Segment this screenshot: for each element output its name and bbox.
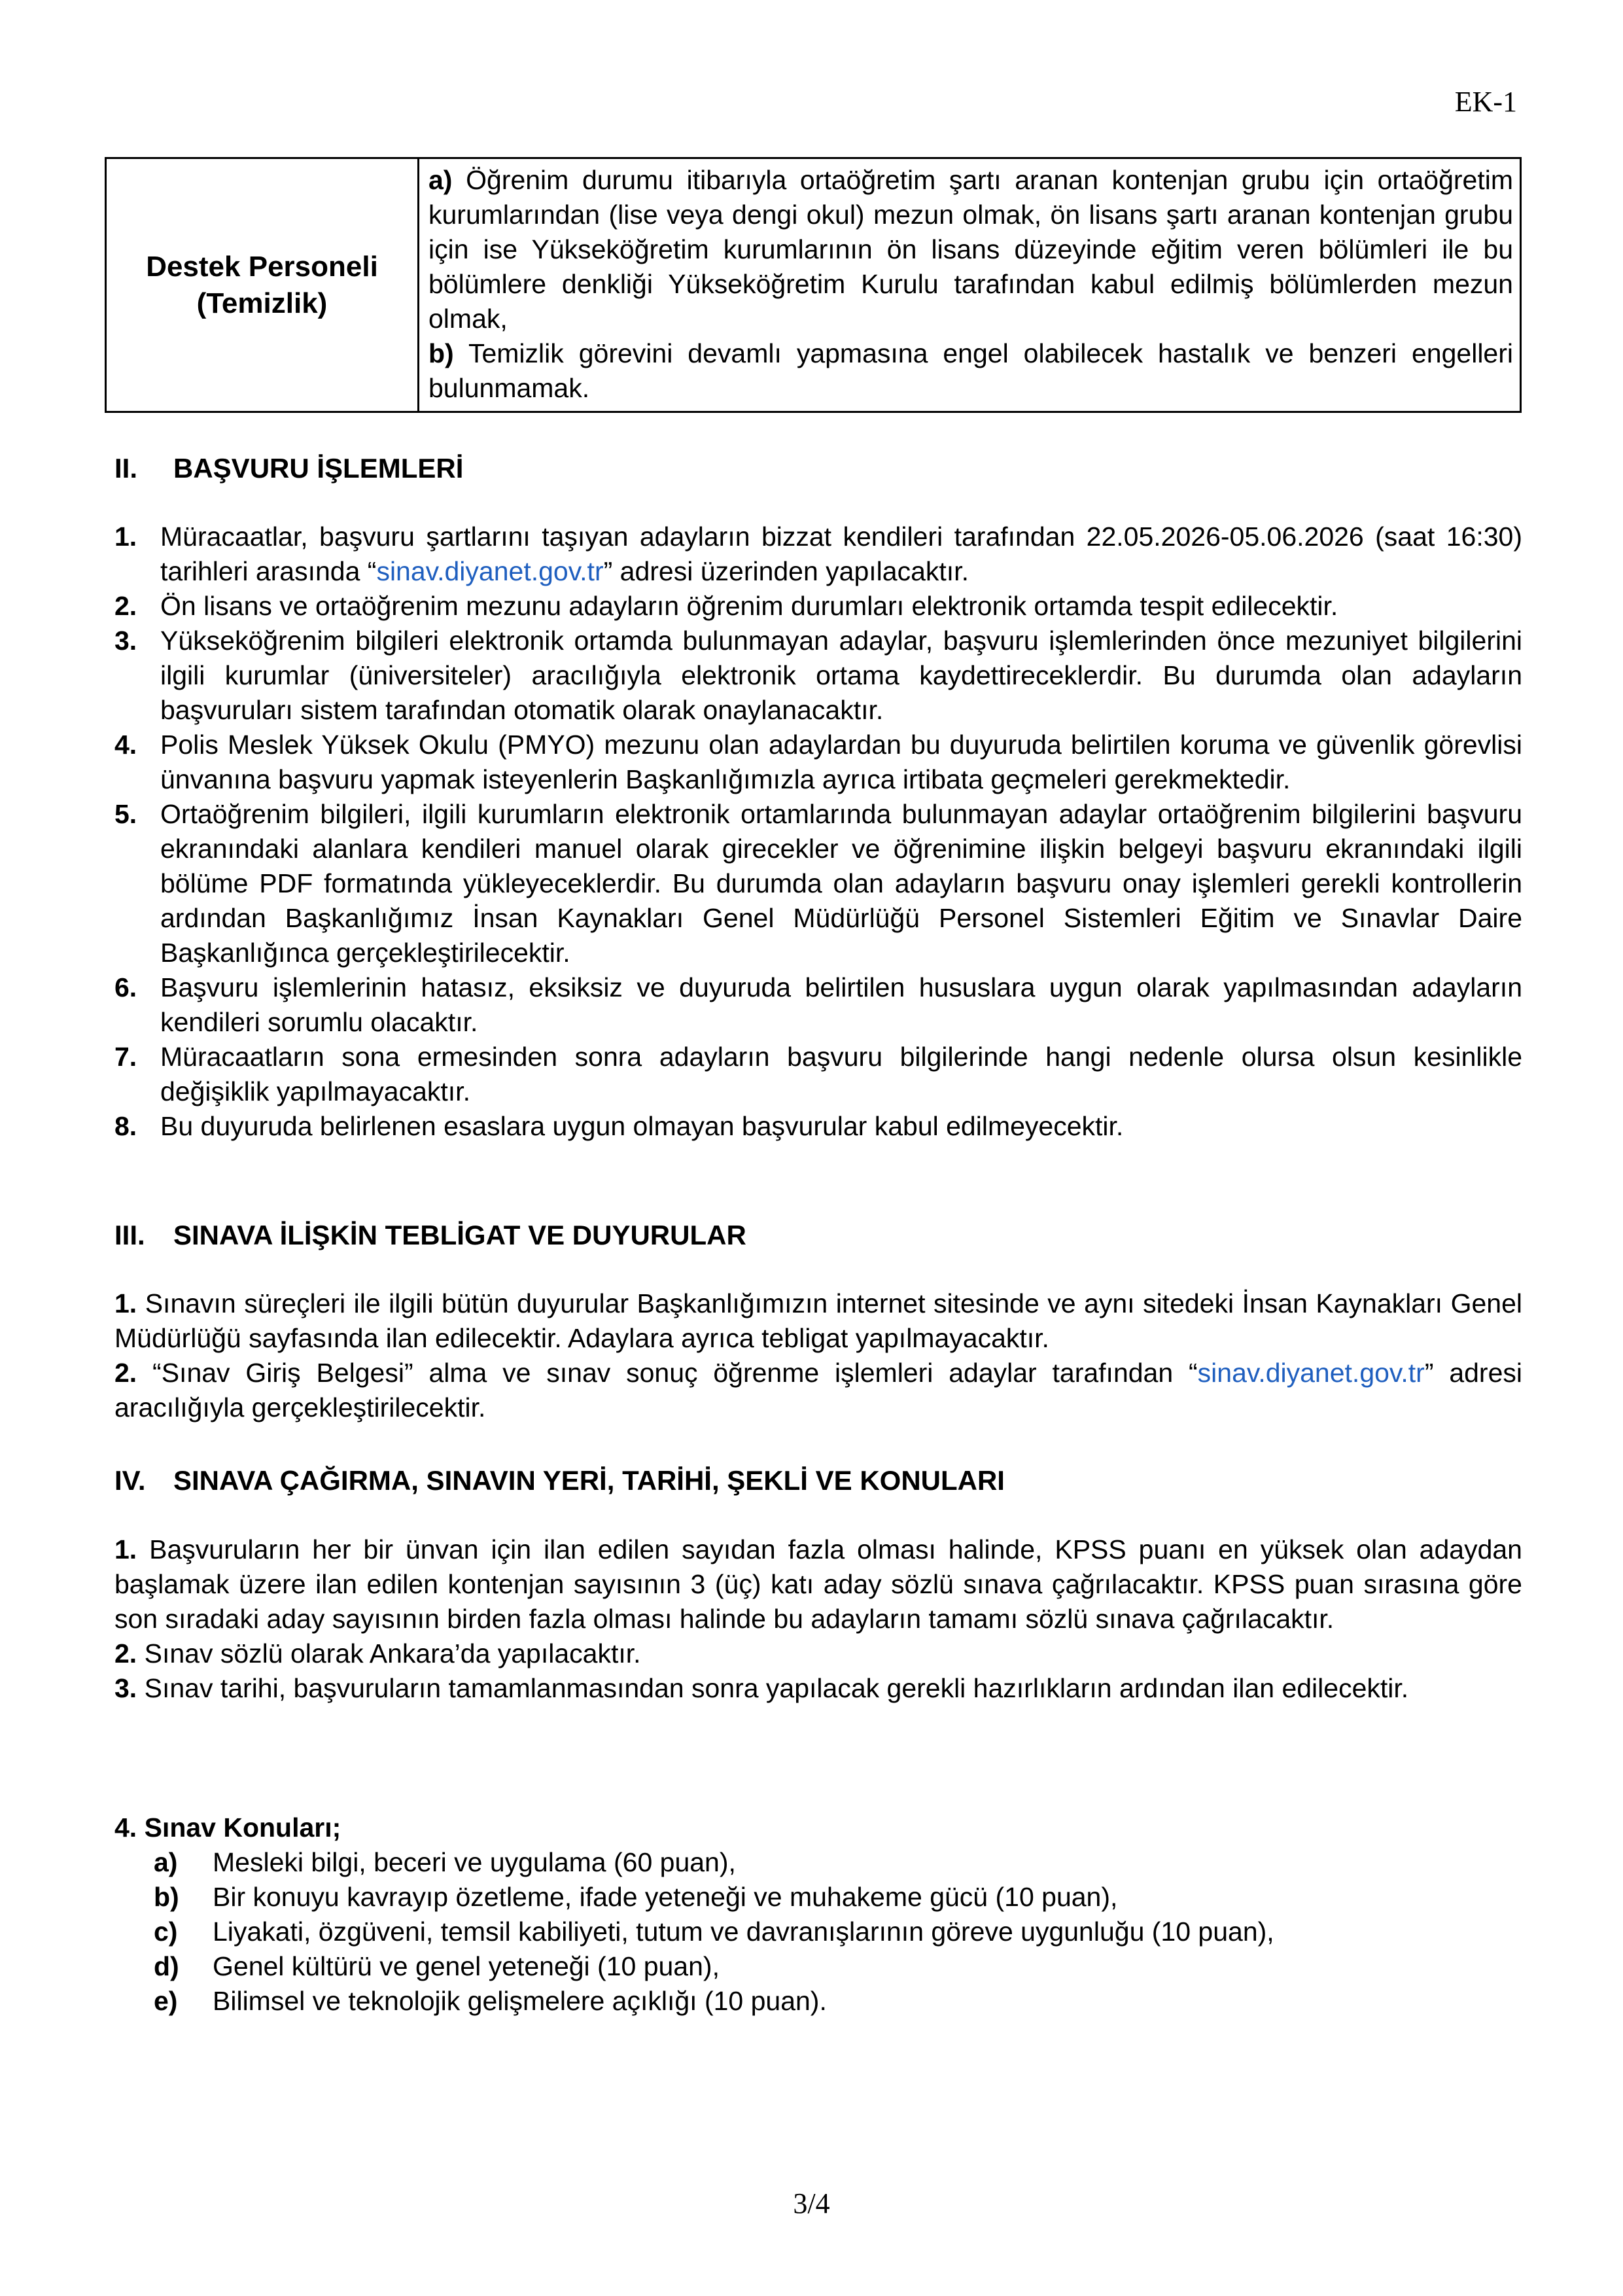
topic-text: Mesleki bilgi, beceri ve uygulama (60 puan), — [213, 1847, 736, 1877]
paragraph-number: 3. — [114, 1673, 137, 1703]
exam-link[interactable]: sinav.diyanet.gov.tr — [1197, 1358, 1425, 1388]
section-number: IV. — [114, 1465, 146, 1496]
section-title: BAŞVURU İŞLEMLERİ — [173, 453, 464, 484]
paragraph-number: 1. — [114, 1534, 137, 1564]
item-number: 8. — [114, 1111, 137, 1141]
item-text: Ortaöğrenim bilgileri, ilgili kurumların elektronik ortamlarında bulunmayan adaylar ortaöğrenim bilgilerini başvuru ekranındaki alanlara kendileri manuel olarak girecekler ve öğrenimine ilişkin belgeyi başvuru ekranındaki ilgili bölüme PDF formatında yükleyeceklerdir. Bu durumda olan adayların başvuru onay işlemleri gerekli kontrollerin ardından Başkanlığımız İnsan Kaynakları Genel Müdürlüğü Personel Sistemleri Eğitim ve Sınavlar Daire Başkanlığınca gerçekleştirilecektir. — [160, 799, 1522, 968]
requirements-cell — [419, 158, 1521, 412]
paragraph-text: “Sınav Giriş Belgesi” alma ve sınav sonuç öğrenme işlemleri adaylar tarafından “ — [152, 1358, 1198, 1388]
requirement-b-text: Temizlik görevini devamlı yapmasına engel olabilecek hastalık ve benzeri engelleri bulunmamak. — [428, 338, 1513, 403]
section-number: III. — [114, 1220, 145, 1250]
position-title: Destek Personeli (Temizlik) — [146, 250, 378, 319]
topic-text: Bilimsel ve teknolojik gelişmelere açıklığı (10 puan). — [213, 1986, 827, 2016]
topic-item — [154, 1880, 1522, 1915]
paragraph — [114, 1356, 1522, 1425]
requirement-a-label: a) — [428, 165, 453, 195]
list-item — [114, 970, 1522, 1040]
item-number: 3. — [114, 626, 137, 656]
paragraph-number: 2. — [114, 1358, 137, 1388]
paragraph — [114, 1671, 1522, 1706]
section-heading-2 — [114, 451, 463, 486]
paragraph — [114, 1532, 1522, 1636]
section-title: SINAVA İLİŞKİN TEBLİGAT VE DUYURULAR — [173, 1220, 746, 1250]
topic-letter: a) — [154, 1847, 178, 1877]
item-text: Ön lisans ve ortaöğrenim mezunu adayların öğrenim durumları elektronik ortamda tespit edilecektir. — [160, 591, 1338, 621]
item-text: Müracaatların sona ermesinden sonra adayların başvuru bilgilerinde hangi nedenle olursa olsun kesinlikle değişiklik yapılmayacaktır. — [160, 1042, 1522, 1106]
item-text: Yükseköğrenim bilgileri elektronik ortamda bulunmayan adaylar, başvuru işlemlerinden önce mezuniyet bilgilerini ilgili kurumlar (üniversiteler) aracılığıyla elektronik ortama kaydettireceklerdir. Bu durumda olan adayların başvuruları sistem tarafından otomatik olarak onaylanacaktır. — [160, 626, 1522, 725]
section-title: SINAVA ÇAĞIRMA, SINAVIN YERİ, TARİHİ, ŞEKLİ VE KONULARI — [173, 1465, 1005, 1496]
paragraph — [114, 1286, 1522, 1356]
item-number: 7. — [114, 1042, 137, 1072]
list-item — [114, 728, 1522, 797]
paragraph-text: Başvuruların her bir ünvan için ilan edilen sayıdan fazla olması halinde, KPSS puanı en yüksek olan adaydan başlamak üzere ilan edilen kontenjan sayısının 3 (üç) katı aday sözlü sınava çağrılacaktır. KPSS puan sırasına göre son sıradaki aday sayısının birden fazla olması halinde bu adayların tamamı sözlü sınava çağrılacaktır. — [114, 1534, 1522, 1634]
item-text: Bu duyuruda belirlenen esaslara uygun olmayan başvurular kabul edilmeyecektir. — [160, 1111, 1124, 1141]
topic-item — [154, 1984, 1522, 2019]
paragraph — [114, 1636, 1522, 1671]
item-number: 2. — [114, 591, 137, 621]
topic-item — [154, 1949, 1522, 1984]
topic-text: Bir konuyu kavrayıp özetleme, ifade yeteneği ve muhakeme gücü (10 puan), — [213, 1882, 1118, 1912]
list-item — [114, 797, 1522, 970]
item-number: 4. — [114, 730, 137, 760]
paragraph-text: Sınav sözlü olarak Ankara’da yapılacaktır. — [144, 1638, 641, 1669]
item-text: Müracaatlar, başvuru şartlarını taşıyan adayların bizzat kendileri tarafından 22.05.2026-05.06.2026 (saat 16:30) tarihleri arasında “ — [160, 521, 1522, 586]
paragraph-number: 1. — [114, 1288, 137, 1318]
paragraph-number: 2. — [114, 1638, 137, 1669]
topic-letter: d) — [154, 1951, 179, 1981]
topic-item — [154, 1915, 1522, 1949]
item-number: 1. — [114, 521, 137, 552]
item-number: 6. — [114, 972, 137, 1002]
item-number: 5. — [114, 799, 137, 829]
topic-letter: e) — [154, 1986, 178, 2016]
topic-text: Liyakati, özgüveni, temsil kabiliyeti, tutum ve davranışlarının göreve uygunluğu (10 puan), — [213, 1916, 1274, 1947]
requirement-b-label: b) — [428, 338, 454, 368]
item-text: Başvuru işlemlerinin hatasız, eksiksiz ve duyuruda belirtilen hususlara uygun olarak yapılmasından adayların kendileri sorumlu olacaktır. — [160, 972, 1522, 1037]
topic-letter: c) — [154, 1916, 178, 1947]
topic-text: Genel kültürü ve genel yeteneği (10 puan), — [213, 1951, 720, 1981]
exam-topics — [114, 1810, 1522, 2019]
position-title-cell — [106, 158, 419, 412]
annex-label: EK-1 — [1454, 86, 1517, 118]
requirement-a-text: Öğrenim durumu itibarıyla ortaöğretim şartı aranan kontenjan grubu için ortaöğretim kurumlarından (lise veya dengi okul) mezun olmak, ön lisans şartı aranan kontenjan grubu için ise Yükseköğretim kurumlarının ön lisans düzeyinde eğitim veren bölümleri ile bu bölümlere denkliği Yükseköğretim Kurulu tarafından kabul edilmiş bölümlerden mezun olmak, — [428, 165, 1513, 334]
page-number: 3/4 — [793, 2187, 830, 2219]
exam-topics-title: 4. Sınav Konuları; — [114, 1812, 341, 1843]
exam-details-section — [114, 1532, 1522, 1706]
section-number: II. — [114, 453, 138, 484]
list-item — [114, 1040, 1522, 1109]
paragraph-text: ” adresi aracılığıyla gerçekleştirilecektir. — [114, 1358, 1522, 1422]
paragraph-text: Sınavın süreçleri ile ilgili bütün duyurular Başkanlığımızın internet sitesinde ve aynı sitedeki İnsan Kaynakları Genel Müdürlüğü sayfasında ilan edilecektir. Adaylara ayrıca tebligat yapılmayacaktır. — [114, 1288, 1522, 1353]
paragraph-text: Sınav tarihi, başvuruların tamamlanmasından sonra yapılacak gerekli hazırlıkların ardından ilan edilecektir. — [144, 1673, 1409, 1703]
requirements-table — [105, 157, 1522, 413]
list-item — [114, 589, 1522, 624]
item-text: Polis Meslek Yüksek Okulu (PMYO) mezunu olan adaylardan bu duyuruda belirtilen koruma ve güvenlik görevlisi ünvanına başvuru yapmak isteyenlerin Başkanlığımızla ayrıca irtibata geçmeleri gerekmektedir. — [160, 730, 1522, 794]
list-item — [114, 1109, 1522, 1144]
list-item — [114, 624, 1522, 728]
topic-item — [154, 1845, 1522, 1880]
list-item — [114, 520, 1522, 589]
topic-letter: b) — [154, 1882, 179, 1912]
section-heading-3 — [114, 1218, 746, 1252]
notifications-section — [114, 1286, 1522, 1425]
application-procedures — [114, 520, 1522, 1144]
application-link[interactable]: sinav.diyanet.gov.tr — [376, 556, 604, 586]
section-heading-4 — [114, 1463, 1005, 1498]
item-text: ” adresi üzerinden yapılacaktır. — [603, 556, 969, 586]
